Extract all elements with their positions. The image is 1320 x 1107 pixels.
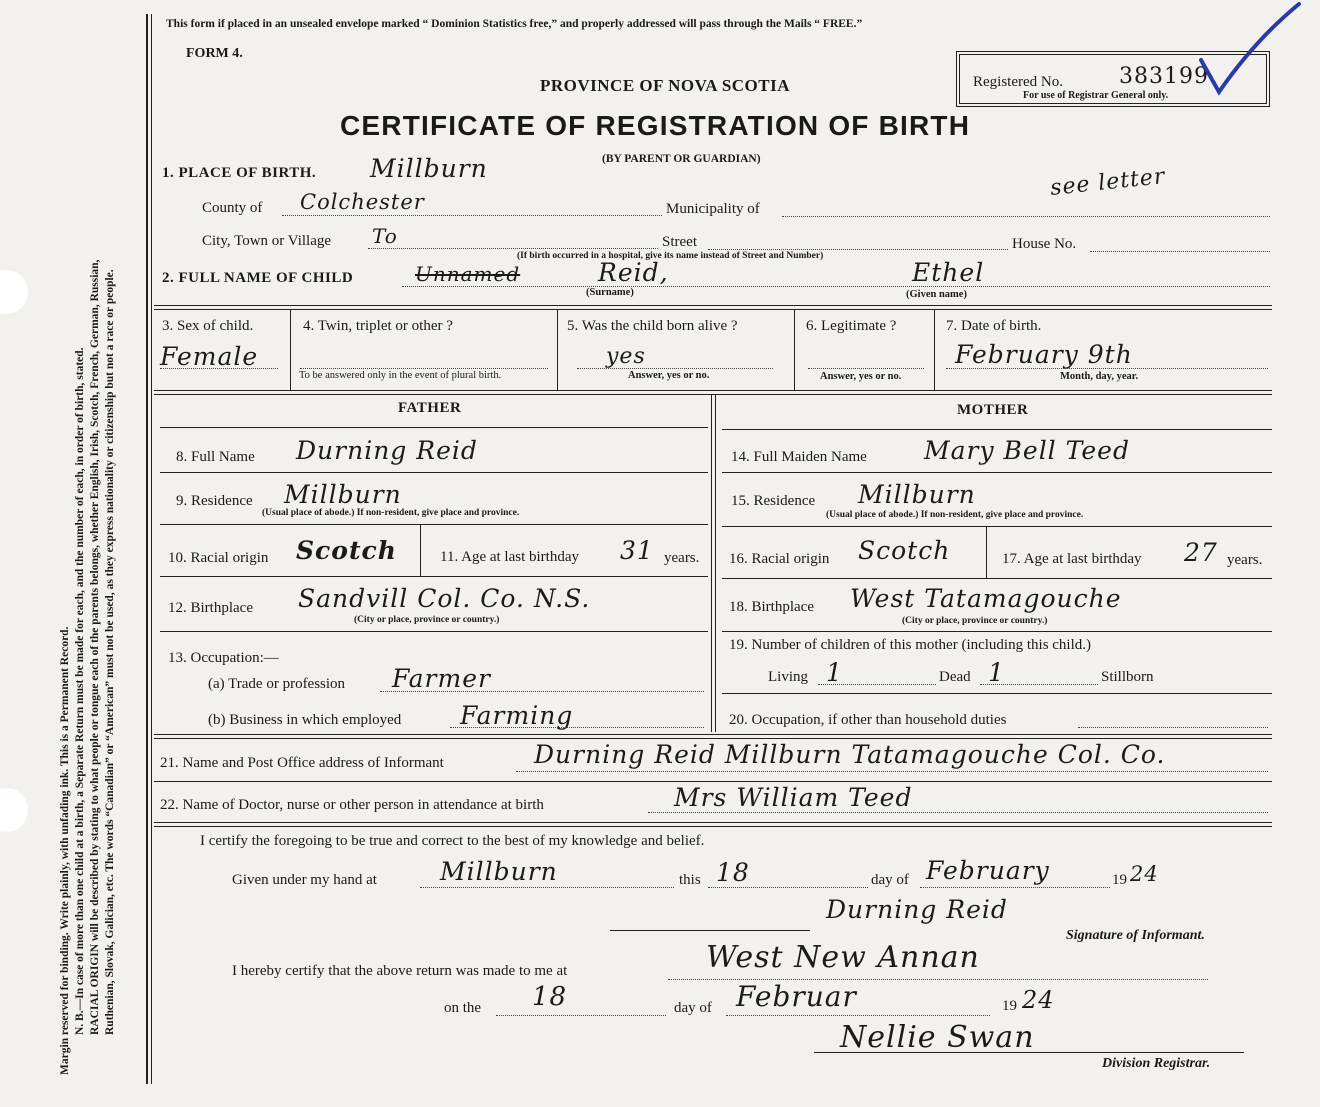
child-name-label: 2. FULL NAME OF CHILD [162,270,354,286]
margin-line-4: Ruthenian, Slovak, Galician, etc. The words “Canadian” or “American” must not be used, as they express nationality or citizenship but not a race or people. [104,269,116,1035]
father-years: years. [664,550,700,566]
sex-value: Female [160,342,259,371]
living-value: 1 [826,658,843,687]
form-number: FORM 4. [186,46,243,61]
registrar-year: 24 [1022,986,1055,1014]
child-name-struck: Unnamed [415,262,521,286]
father-business-value: Farming [460,701,574,730]
doctor-value: Mrs William Teed [674,783,913,812]
dead-value: 1 [988,658,1005,687]
county-label: County of [202,200,263,216]
given-under-label: Given under my hand at [232,872,377,888]
informant-value: Durning Reid Millburn Tatamagouche Col. Co. [534,740,1166,769]
child-given-name: Ethel [912,258,985,287]
dob-value: February 9th [955,340,1133,369]
city-value: To [372,224,398,248]
mother-residence-label: 15. Residence [731,493,816,509]
registrar-signature-label: Division Registrar. [1102,1056,1211,1071]
alive-label: 5. Was the child born alive ? [567,318,738,334]
mother-age-label: 17. Age at last birthday [1002,551,1142,567]
informant-label: 21. Name and Post Office address of Informant [160,755,444,771]
registrar-day: 18 [532,982,568,1012]
twin-caption: To be answered only in the event of plural birth. [299,370,502,381]
legitimate-label: 6. Legitimate ? [806,318,897,334]
mother-race-value: Scotch [858,536,951,565]
cert-year: 24 [1130,862,1159,886]
mother-birthplace-caption: (City or place, province or country.) [902,616,1048,626]
father-race-label: 10. Racial origin [168,550,269,566]
father-residence-caption: (Usual place of abode.) If non-resident, give place and province. [262,508,520,518]
registrar-note: For use of Registrar General only. [1023,90,1169,101]
cert-day-of-label: day of [871,872,909,888]
registrar-signature: Nellie Swan [840,1020,1035,1055]
mother-name-label: 14. Full Maiden Name [731,449,867,465]
punch-hole-bottom [0,788,28,832]
father-race-value: Scotch [296,536,397,565]
mail-notice: This form if placed in an unsealed envelope marked “ Dominion Statistics free,” and properly addressed will pass through the Mails “ FREE.” [166,18,863,30]
mother-birthplace-value: West Tatamagouche [850,584,1122,613]
county-value: Colchester [300,190,425,214]
municipality-label: Municipality of [666,201,760,217]
mother-race-label: 16. Racial origin [729,551,830,567]
stillborn-label: Stillborn [1101,669,1154,685]
registrar-year-prefix: 19 [1002,998,1017,1014]
father-age-value: 31 [620,536,654,565]
given-caption: (Given name) [906,289,967,300]
place-of-birth-label: 1. PLACE OF BIRTH. [162,165,317,181]
mother-heading: MOTHER [957,402,1029,418]
registrar-statement: I hereby certify that the above return was made to me at [232,963,568,979]
father-residence-label: 9. Residence [176,493,253,509]
living-label: Living [768,669,808,685]
alive-value: yes [606,344,646,369]
twin-label: 4. Twin, triplet or other ? [303,318,453,334]
informant-signature: Durning Reid [826,895,1008,924]
given-place: Millburn [440,857,558,886]
cert-year-prefix: 19 [1112,872,1127,888]
house-label: House No. [1012,236,1077,252]
father-birthplace-value: Sandvill Col. Co. N.S. [298,584,591,613]
mother-birthplace-label: 18. Birthplace [729,599,814,615]
child-surname: Reid, [598,258,669,287]
registered-label: Registered No. [973,74,1063,90]
page-title: CERTIFICATE OF REGISTRATION OF BIRTH [340,110,971,141]
place-of-birth-value: Millburn [370,154,488,183]
province-heading: PROVINCE OF NOVA SCOTIA [540,76,791,95]
father-name-label: 8. Full Name [176,449,255,465]
margin-line-3: RACIAL ORIGIN will be described by stating to what people or tongue each of the parents belongs, whether English, Irish, Scotch, French, German, Russian, [89,259,101,1035]
margin-instructions [58,0,148,1075]
father-name-value: Durning Reid [296,436,478,465]
mother-name-value: Mary Bell Teed [924,436,1130,465]
father-heading: FATHER [398,400,462,416]
form-left-border-inner [151,14,152,1084]
father-residence-value: Millburn [284,480,402,509]
on-the-label: on the [444,1000,482,1016]
form-left-border [146,14,148,1084]
dob-label: 7. Date of birth. [946,318,1042,334]
cert-month: February [926,856,1050,885]
registrar-month: Februar [736,980,857,1013]
mother-age-value: 27 [1184,538,1218,567]
punch-hole-top [0,270,28,314]
mother-occupation-label: 20. Occupation, if other than household duties [729,712,1007,728]
mother-residence-value: Millburn [858,480,976,509]
checkmark-icon [1195,0,1305,100]
father-trade-value: Farmer [392,664,491,693]
margin-line-1: Margin reserved for binding. Write plainly, with unfading ink. This is a Permanent Record. [59,626,71,1075]
street-label: Street [662,234,697,250]
page-subtitle: (BY PARENT OR GUARDIAN) [602,153,761,165]
father-age-label: 11. Age at last birthday [440,549,579,565]
mother-children-label: 19. Number of children of this mother (including this child.) [729,637,1092,653]
city-label: City, Town or Village [202,233,332,249]
margin-line-2: N. B.—In case of more than one child at a birth, a Separate Return must be made for each, and the number of each, in order of birth, stated. [74,347,86,1035]
legitimate-caption: Answer, yes or no. [820,371,902,382]
registered-number: 383199 [1119,64,1209,89]
father-trade-label: (a) Trade or profession [208,676,346,692]
certification-statement: I certify the foregoing to be true and correct to the best of my knowledge and belief. [200,833,705,849]
dob-caption: Month, day, year. [1060,371,1139,382]
registrar-day-of-label: day of [674,1000,712,1016]
alive-caption: Answer, yes or no. [628,370,710,381]
surname-caption: (Surname) [586,287,634,298]
cert-day: 18 [716,858,750,887]
mother-years: years. [1227,552,1263,568]
mother-residence-caption: (Usual place of abode.) If non-resident, give place and province. [826,510,1084,520]
father-business-label: (b) Business in which employed [208,712,402,728]
doctor-label: 22. Name of Doctor, nurse or other person in attendance at birth [160,797,544,813]
father-occupation-label: 13. Occupation:— [168,650,279,666]
street-note: (If birth occurred in a hospital, give its name instead of Street and Number) [517,251,824,261]
father-birthplace-caption: (City or place, province or country.) [354,615,500,625]
father-birthplace-label: 12. Birthplace [168,600,253,616]
sex-label: 3. Sex of child. [162,318,254,334]
see-letter-note: see letter [1049,164,1167,201]
this-label: this [679,872,701,888]
informant-signature-label: Signature of Informant. [1066,928,1205,943]
dead-label: Dead [939,669,971,685]
registrar-place: West New Annan [706,940,980,975]
